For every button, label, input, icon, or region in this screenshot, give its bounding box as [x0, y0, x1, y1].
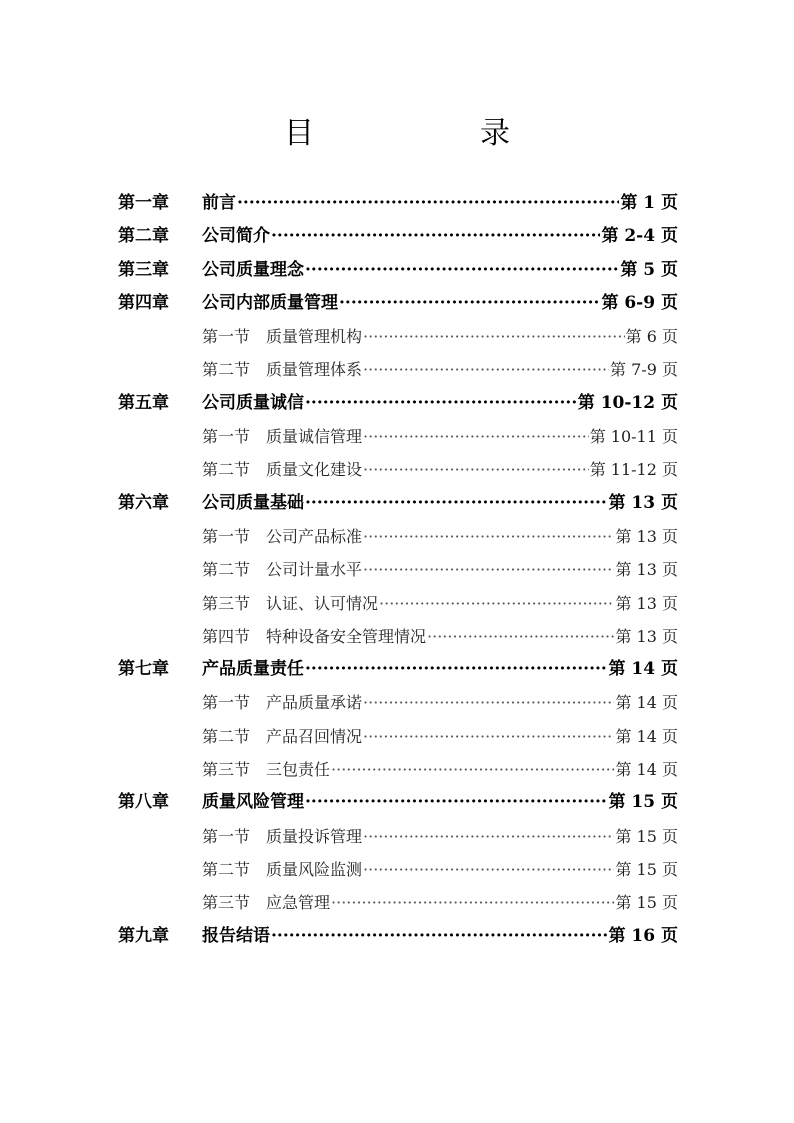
- entry-page-number: 第 7-9 页: [610, 360, 678, 380]
- entry-title: 公司质量基础: [202, 492, 304, 513]
- dot-leader: [339, 287, 600, 320]
- entry-title: 认证、认可情况: [266, 593, 379, 613]
- entry-page-number: 第 10-11 页: [589, 427, 678, 447]
- entry-page-number: 第 14 页: [615, 760, 678, 780]
- entry-title: 产品召回情况: [266, 726, 363, 746]
- entry-page-number: 第 13 页: [615, 526, 678, 546]
- entry-title: 质量诚信管理: [266, 427, 363, 447]
- dot-leader: [427, 620, 614, 653]
- entry-page-number: 第 11-12 页: [589, 460, 678, 480]
- entry-page-number: 第 13 页: [615, 560, 678, 580]
- entry-page-number: 第 13 页: [615, 626, 678, 646]
- entry-number: 第三章: [118, 259, 169, 280]
- entry-title: 应急管理: [266, 893, 331, 913]
- dot-leader: [305, 653, 608, 686]
- entry-page-number: 第 15 页: [615, 893, 678, 913]
- dot-leader: [305, 786, 608, 819]
- entry-title: 质量投诉管理: [266, 826, 363, 846]
- entry-page-number: 第 14 页: [615, 693, 678, 713]
- dot-leader: [363, 520, 614, 553]
- entry-number: 第三节: [202, 593, 251, 613]
- toc-chapter-entry[interactable]: [118, 487, 678, 520]
- toc-section-entry[interactable]: [118, 353, 678, 386]
- entry-number: 第一节: [202, 427, 251, 447]
- toc-section-entry[interactable]: [118, 553, 678, 586]
- entry-number: 第八章: [118, 792, 169, 813]
- toc-section-entry[interactable]: [118, 753, 678, 786]
- entry-number: 第二节: [202, 859, 251, 879]
- entry-title: 产品质量责任: [202, 659, 304, 680]
- dot-leader: [379, 587, 614, 620]
- dot-leader: [271, 920, 608, 953]
- toc-section-entry[interactable]: [118, 720, 678, 753]
- entry-title: 产品质量承诺: [266, 693, 363, 713]
- entry-title: 质量风险监测: [266, 859, 363, 879]
- entry-title: 公司产品标准: [266, 526, 363, 546]
- table-of-contents: [118, 187, 678, 953]
- toc-chapter-entry[interactable]: [118, 254, 678, 287]
- entry-number: 第二节: [202, 460, 251, 480]
- toc-section-entry[interactable]: [118, 686, 678, 719]
- entry-page-number: 第 13 页: [615, 593, 678, 613]
- entry-page-number: 第 15 页: [615, 859, 678, 879]
- dot-leader: [363, 853, 614, 886]
- entry-page-number: 第 15 页: [608, 792, 678, 813]
- entry-title: 三包责任: [266, 760, 331, 780]
- toc-section-entry[interactable]: [118, 520, 678, 553]
- entry-title: 质量风险管理: [202, 792, 304, 813]
- entry-number: 第二节: [202, 360, 251, 380]
- entry-page-number: 第 15 页: [615, 826, 678, 846]
- toc-chapter-entry[interactable]: [118, 786, 678, 819]
- entry-page-number: 第 13 页: [608, 492, 678, 513]
- entry-number: 第一节: [202, 693, 251, 713]
- toc-chapter-entry[interactable]: [118, 653, 678, 686]
- entry-title: 质量管理体系: [266, 360, 363, 380]
- entry-page-number: 第 16 页: [608, 925, 678, 946]
- entry-title: 质量管理机构: [266, 327, 363, 347]
- entry-number: 第二章: [118, 226, 169, 247]
- toc-section-entry[interactable]: [118, 320, 678, 353]
- toc-section-entry[interactable]: [118, 453, 678, 486]
- entry-number: 第五章: [118, 392, 169, 413]
- dot-leader: [363, 453, 589, 486]
- toc-chapter-entry[interactable]: [118, 287, 678, 320]
- entry-title: 报告结语: [202, 925, 270, 946]
- entry-title: 公司计量水平: [266, 560, 363, 580]
- entry-number: 第一节: [202, 826, 251, 846]
- dot-leader: [363, 820, 614, 853]
- page-title: 目 录: [284, 116, 578, 151]
- entry-title: 公司简介: [202, 226, 270, 247]
- entry-number: 第四章: [118, 292, 169, 313]
- dot-leader: [363, 720, 614, 753]
- dot-leader: [305, 387, 577, 420]
- toc-section-entry[interactable]: [118, 820, 678, 853]
- toc-chapter-entry[interactable]: [118, 220, 678, 253]
- toc-section-entry[interactable]: [118, 886, 678, 919]
- dot-leader: [363, 686, 614, 719]
- entry-title: 公司内部质量管理: [202, 292, 338, 313]
- entry-page-number: 第 1 页: [620, 193, 678, 213]
- toc-chapter-entry[interactable]: [118, 920, 678, 953]
- entry-title: 质量文化建设: [266, 460, 363, 480]
- entry-number: 第三节: [202, 760, 251, 780]
- entry-title: 特种设备安全管理情况: [266, 626, 427, 646]
- entry-number: 第二节: [202, 726, 251, 746]
- entry-title: 公司质量理念: [202, 259, 304, 280]
- entry-title: 公司质量诚信: [202, 392, 304, 413]
- entry-number: 第二节: [202, 560, 251, 580]
- entry-title: 前言: [202, 193, 236, 213]
- entry-page-number: 第 14 页: [615, 726, 678, 746]
- toc-chapter-entry[interactable]: [118, 387, 678, 420]
- entry-page-number: 第 10-12 页: [577, 392, 678, 413]
- dot-leader: [363, 353, 609, 386]
- entry-number: 第四节: [202, 626, 251, 646]
- entry-page-number: 第 2-4 页: [601, 226, 678, 247]
- dot-leader: [305, 254, 619, 287]
- toc-section-entry[interactable]: [118, 853, 678, 886]
- entry-page-number: 第 6 页: [625, 327, 678, 347]
- entry-number: 第一节: [202, 526, 251, 546]
- toc-section-entry[interactable]: [118, 620, 678, 653]
- toc-section-entry[interactable]: [118, 420, 678, 453]
- entry-page-number: 第 6-9 页: [601, 292, 678, 313]
- entry-number: 第一章: [118, 193, 169, 213]
- dot-leader: [363, 420, 589, 453]
- dot-leader: [363, 320, 625, 353]
- entry-number: 第三节: [202, 893, 251, 913]
- toc-section-entry[interactable]: [118, 587, 678, 620]
- toc-chapter-entry[interactable]: [118, 187, 678, 220]
- dot-leader: [237, 187, 619, 220]
- dot-leader: [331, 886, 614, 919]
- entry-number: 第六章: [118, 492, 169, 513]
- dot-leader: [331, 753, 614, 786]
- entry-number: 第一节: [202, 327, 251, 347]
- dot-leader: [271, 220, 600, 253]
- dot-leader: [363, 553, 614, 586]
- entry-number: 第七章: [118, 659, 169, 680]
- entry-number: 第九章: [118, 925, 169, 946]
- dot-leader: [305, 487, 608, 520]
- entry-page-number: 第 14 页: [608, 659, 678, 680]
- entry-page-number: 第 5 页: [620, 259, 678, 280]
